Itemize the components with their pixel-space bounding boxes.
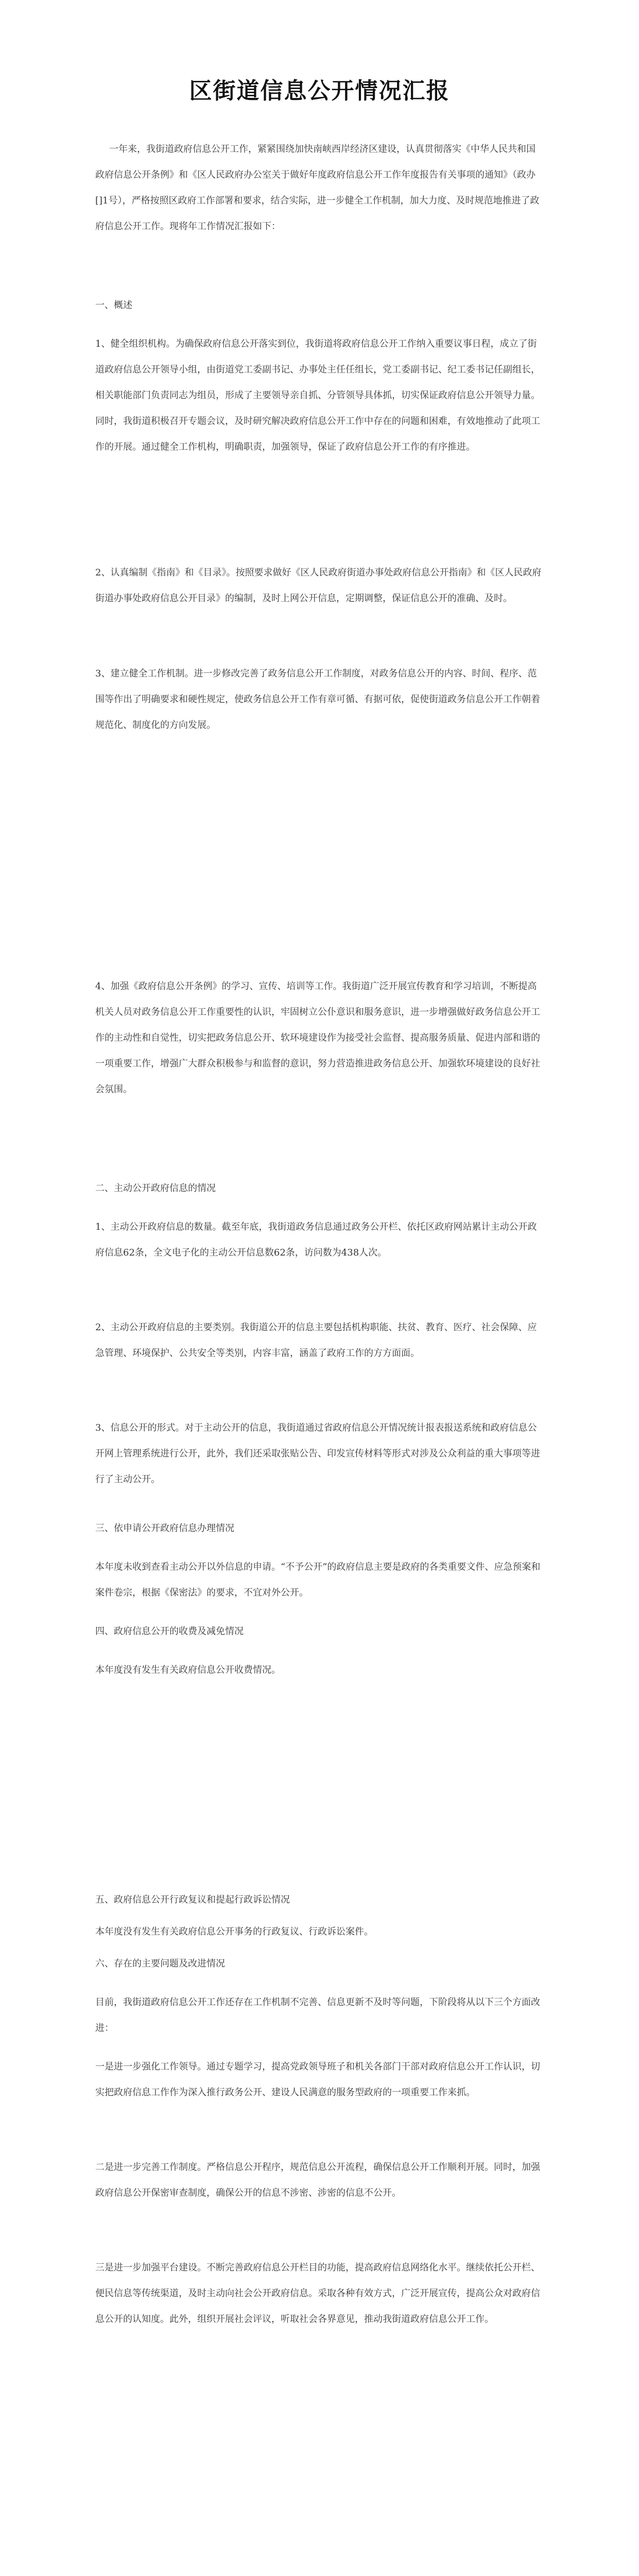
body-paragraph: 一是进一步强化工作领导。通过专题学习，提高党政领导班子和机关各部门干部对政府信息公开工作认识，切实把政府信息工作作为深入推行政务公开、建设人民满意的服务型政府的一项重要工作来抓。 [95, 2061, 540, 2098]
body-paragraph: 2、认真编制《指南》和《目录》。按照要求做好《区人民政府街道办事处政府信息公开指南》和《区人民政府街道办事处政府信息公开目录》的编制，及时上网公开信息，定期调整，保证信息公开的准确、及时。 [95, 567, 542, 604]
section-heading: 三、依申请公开政府信息办理情况 [95, 1523, 234, 1534]
body-paragraph: 1、主动公开政府信息的数量。截至年底，我街道政务信息通过政务公开栏、依托区政府网站累计主动公开政府信息62条，全文电子化的主动公开信息数62条，访问数为438人次。 [95, 1222, 537, 1258]
body-paragraph: 本年度未收到查看主动公开以外信息的申请。“不予公开”的政府信息主要是政府的各类重要文件、应急预案和案件卷宗，根据《保密法》的要求，不宜对外公开。 [95, 1562, 541, 1598]
page-title: 区街道信息公开情况汇报 [189, 78, 450, 104]
body-paragraph: 目前，我街道政府信息公开工作还存在工作机制不完善、信息更新不及时等问题，下阶段将从以下三个方面改进： [95, 1997, 540, 2033]
section-heading: 一、概述 [95, 300, 132, 311]
body-paragraph: 2、主动公开政府信息的主要类别。我街道公开的信息主要包括机构职能、扶贫、教育、医疗、社会保障、应急管理、环境保护、公共安全等类别，内容丰富，涵盖了政府工作的方方面面。 [95, 1322, 537, 1359]
section-heading: 二、主动公开政府信息的情况 [95, 1183, 216, 1194]
body-paragraph: 二是进一步完善工作制度。严格信息公开程序，规范信息公开流程，确保信息公开工作顺利开展。同时，加强政府信息公开保密审查制度，确保公开的信息不涉密、涉密的信息不公开。 [95, 2162, 540, 2198]
body-paragraph: 本年度没有发生有关政府信息公开事务的行政复议、行政诉讼案件。 [95, 1926, 373, 1937]
section-heading: 六、存在的主要问题及改进情况 [95, 1958, 225, 1969]
section-heading: 五、政府信息公开行政复议和提起行政诉讼情况 [95, 1894, 290, 1905]
body-paragraph: 1、健全组织机构。为确保政府信息公开落实到位，我街道将政府信息公开工作纳入重要议事日程，成立了街道政府信息公开领导小组，由街道党工委副书记、办事处主任任组长，党工委副书记、纪工委书记任副组长，相关职能部门负责同志为组员，形成了主要领导亲自抓、分管领导具体抓，切实保证政府信息公开领导力量。同时，我街道积极召开专题会议，及时研究解决政府信息公开工作中存在的问题和困难，有效地推动了此项工作的开展。通过健全工作机构，明确职责，加强领导，保证了政府信息公开工作的有序推进。 [95, 338, 540, 452]
body-paragraph: 本年度没有发生有关政府信息公开收费情况。 [95, 1665, 281, 1675]
body-paragraph: 4、加强《政府信息公开条例》的学习、宣传、培训等工作。我街道广泛开展宣传教育和学习培训，不断提高机关人员对政务信息公开工作重要性的认识，牢固树立公仆意识和服务意识，进一步增强做好政务信息公开工作的主动性和自觉性，切实把政务信息公开、软环境建设作为接受社会监督、提高服务质量、促进内部和谐的一项重要工作，增强广大群众积极参与和监督的意识，努力营造推进政务信息公开、加强软环境建设的良好社会氛围。 [95, 981, 540, 1095]
body-paragraph: 3、建立健全工作机制。进一步修改完善了政务信息公开工作制度，对政务信息公开的内容、时间、程序、范围等作出了明确要求和硬性规定，使政务信息公开工作有章可循、有据可依，促使街道政务信息公开工作朝着规范化、制度化的方向发展。 [95, 668, 540, 731]
body-paragraph: 三是进一步加强平台建设。不断完善政府信息公开栏目的功能，提高政府信息网络化水平。继续依托公开栏、便民信息等传统渠道，及时主动向社会公开政府信息。采取各种有效方式，广泛开展宣传，提高公众对政府信息公开的认知度。此外，组织开展社会评议，听取社会各界意见，推动我街道政府信息公开工作。 [95, 2262, 540, 2325]
intro-paragraph: 一年来，我街道政府信息公开工作，紧紧围绕加快南峡西岸经济区建设，认真贯彻落实《中华人民共和国政府信息公开条例》和《区人民政府办公室关于做好年度政府信息公开工作年度报告有关事项的通知》（政办[]1号），严格按照区政府工作部署和要求，结合实际，进一步健全工作机制，加大力度、及时规范地推进了政府信息公开工作。现将年工作情况汇报如下： [95, 144, 540, 232]
section-heading: 四、政府信息公开的收费及减免情况 [95, 1626, 244, 1637]
body-paragraph: 3、信息公开的形式。对于主动公开的信息，我街道通过省政府信息公开情况统计报表报送系统和政府信息公开网上管理系统进行公开，此外，我们还采取张贴公告、印发宣传材料等形式对涉及公众利益的重大事项等进行了主动公开。 [95, 1422, 540, 1485]
